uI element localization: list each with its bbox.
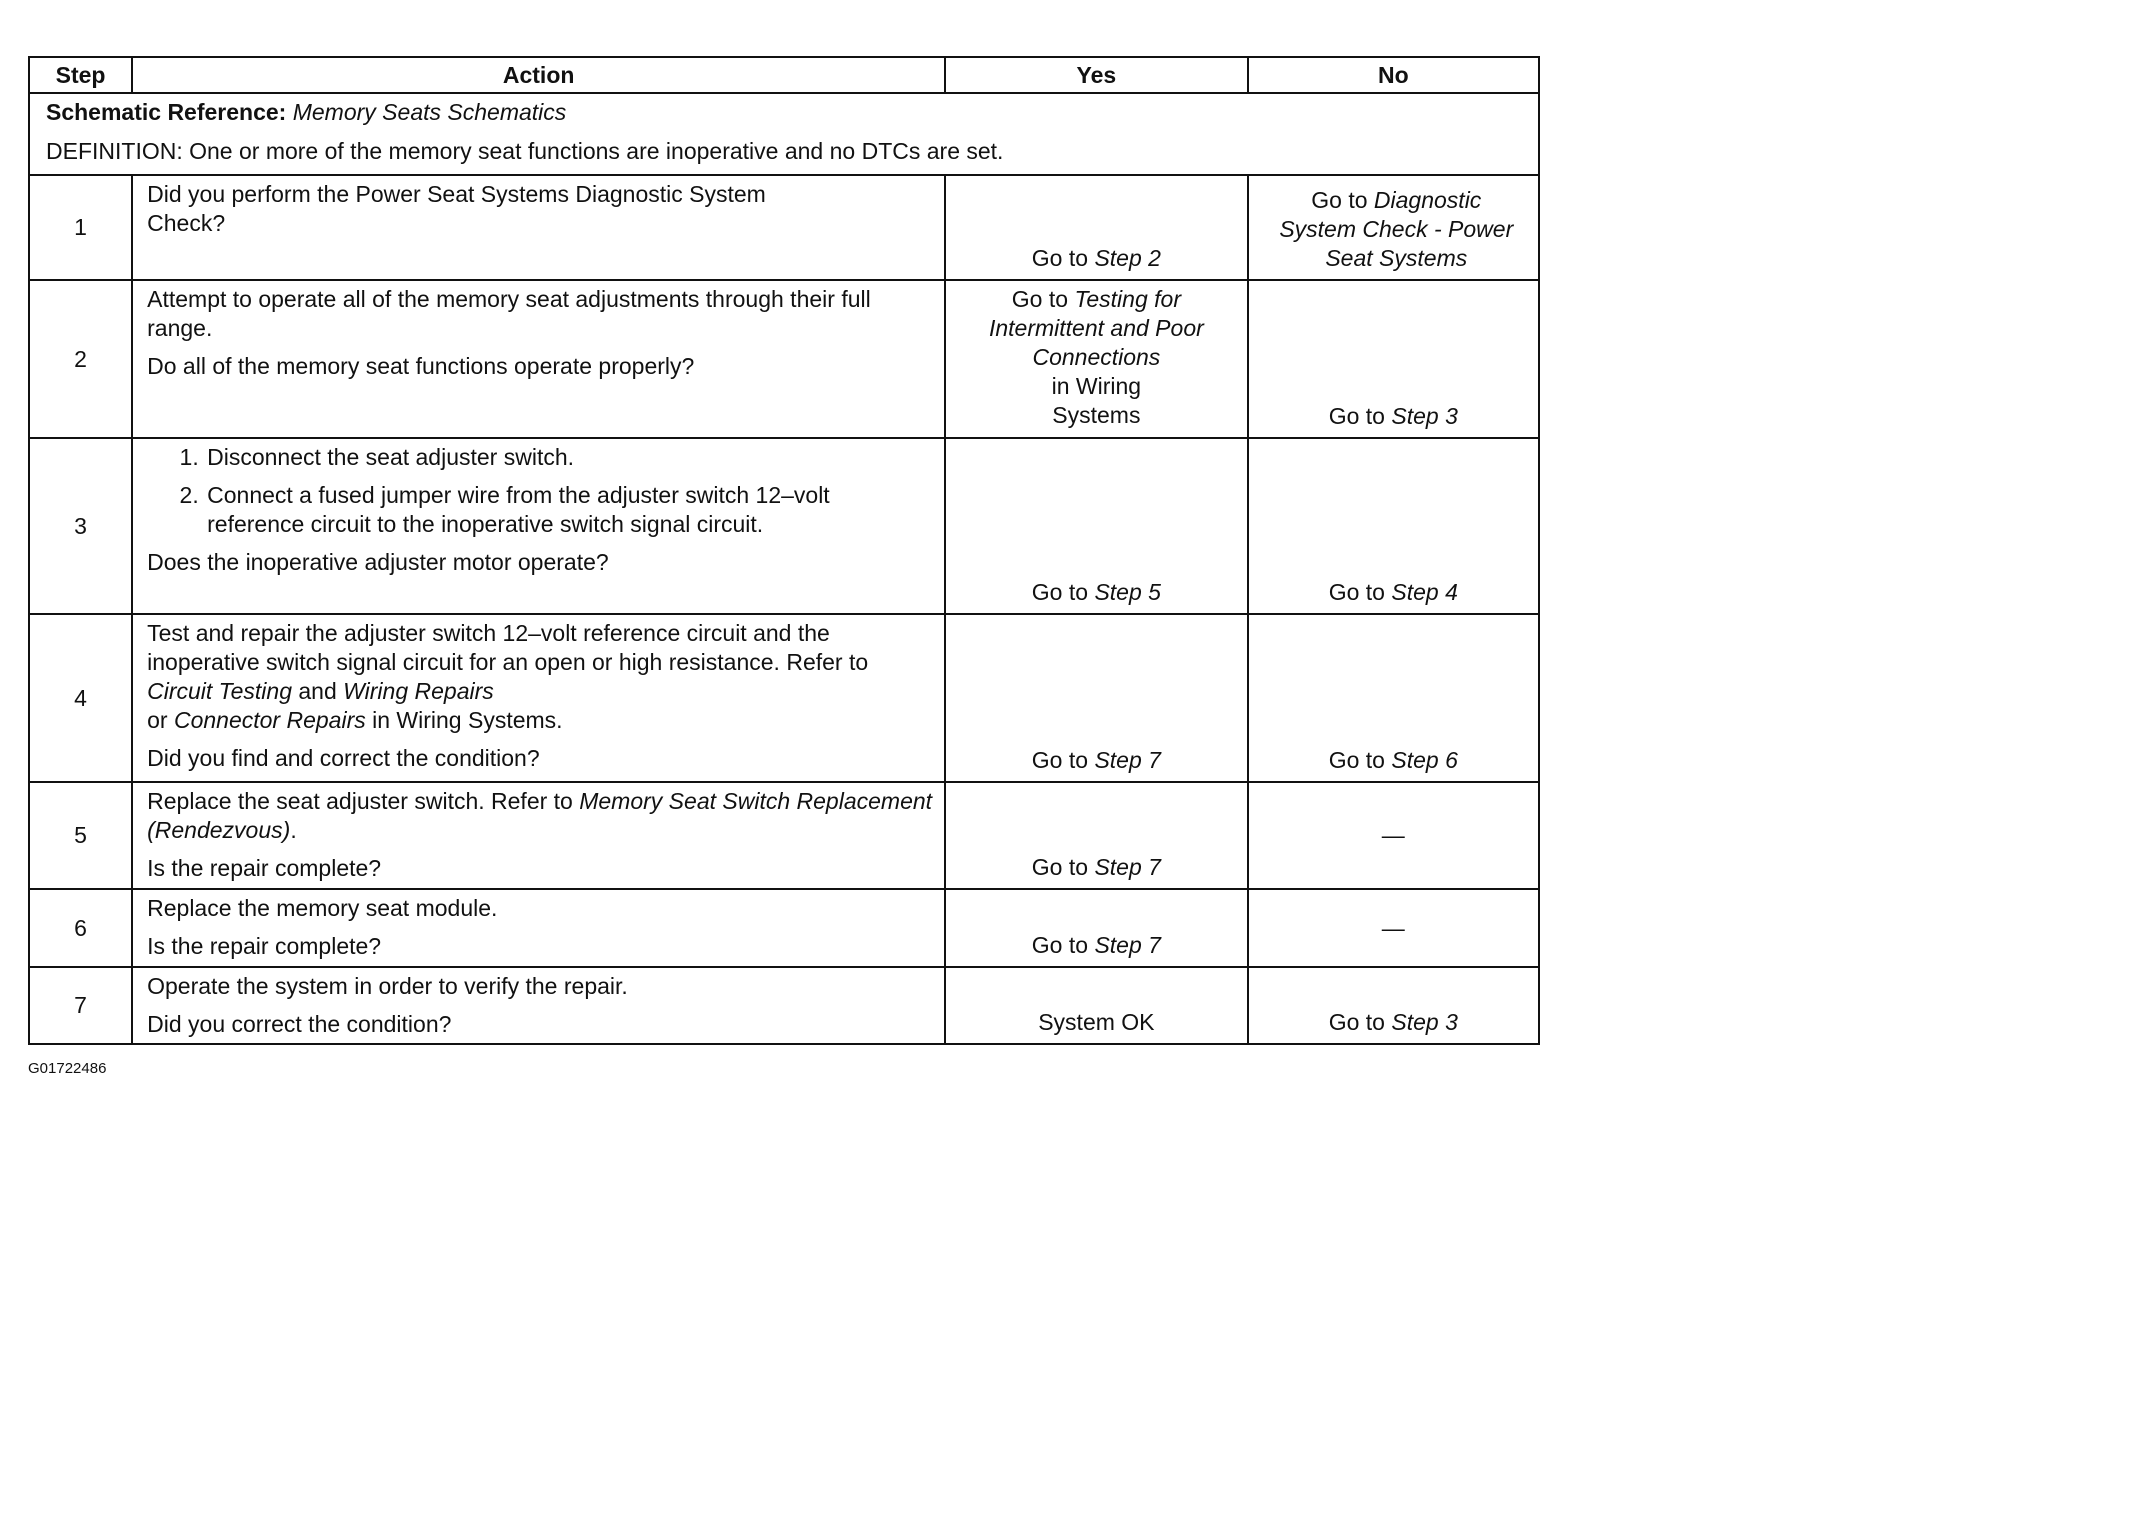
action-text-part: in Wiring Systems.	[365, 707, 563, 733]
no-dash: —	[1381, 822, 1405, 848]
diagnostic-table	[28, 56, 1540, 1045]
reference-cell	[29, 93, 1539, 175]
action-question: Does the inoperative adjuster motor operate?	[147, 549, 609, 575]
action-text-part: and	[292, 678, 344, 704]
table-row	[29, 889, 1539, 967]
definition-text: DEFINITION: One or more of the memory seat functions are inoperative and no DTCs are set.	[46, 138, 1004, 164]
yes-cell	[945, 889, 1247, 967]
schematic-reference-label: Schematic Reference:	[46, 99, 287, 125]
no-cell	[1248, 438, 1539, 614]
yes-link[interactable]: Step 5	[1094, 579, 1161, 605]
action-text	[147, 787, 934, 845]
yes-link[interactable]: Testing for Intermittent and Poor Connections	[988, 286, 1204, 370]
yes-link[interactable]: Step 7	[1094, 932, 1161, 958]
table-row	[29, 614, 1539, 782]
action-text-part: or	[147, 707, 174, 733]
header-step: Step	[29, 57, 132, 93]
step-number: 6	[29, 889, 132, 967]
no-prefix: Go to	[1328, 579, 1392, 605]
no-link[interactable]: Step 4	[1391, 579, 1458, 605]
action-text: Attempt to operate all of the memory seat adjustments through their full range.	[147, 286, 871, 341]
yes-cell	[945, 280, 1247, 438]
yes-cell	[945, 175, 1247, 280]
no-cell	[1248, 967, 1539, 1044]
header-row	[29, 57, 1539, 93]
yes-cell	[945, 438, 1247, 614]
no-cell	[1248, 175, 1539, 280]
action-cell	[132, 175, 945, 280]
table-row	[29, 438, 1539, 614]
action-question: Did you correct the condition?	[147, 1011, 452, 1037]
yes-cell	[945, 614, 1247, 782]
action-cell	[132, 280, 945, 438]
action-question: Is the repair complete?	[147, 933, 382, 959]
action-cell	[132, 782, 945, 889]
action-cell	[132, 889, 945, 967]
connector-repairs-link[interactable]: Connector Repairs	[173, 707, 366, 733]
schematic-reference	[46, 98, 1528, 127]
no-link[interactable]: Step 6	[1391, 747, 1458, 773]
no-dash: —	[1381, 914, 1405, 941]
yes-prefix: Go to	[1031, 245, 1095, 271]
step-number: 4	[29, 614, 132, 782]
circuit-testing-link[interactable]: Circuit Testing	[147, 678, 292, 704]
action-cell	[132, 614, 945, 782]
action-text: Replace the memory seat module.	[147, 895, 498, 921]
figure-id: G01722486	[28, 1060, 107, 1077]
yes-suffix: in Wiring Systems	[1051, 373, 1142, 428]
action-text-part: Replace the seat adjuster switch. Refer to	[147, 788, 580, 814]
no-link[interactable]: Step 3	[1391, 403, 1458, 429]
no-link[interactable]: Diagnostic System Check - Power Seat Systems	[1279, 187, 1514, 271]
no-prefix: Go to	[1311, 187, 1374, 213]
header-action: Action	[132, 57, 945, 93]
yes-prefix: Go to	[1031, 854, 1095, 880]
wiring-repairs-link[interactable]: Wiring Repairs	[343, 678, 494, 704]
schematic-reference-link[interactable]: Memory Seats Schematics	[292, 99, 567, 125]
step-number: 3	[29, 438, 132, 614]
step-number: 7	[29, 967, 132, 1044]
table-row	[29, 175, 1539, 280]
reference-row	[29, 93, 1539, 175]
action-text: Did you perform the Power Seat Systems Diagnostic System Check?	[147, 181, 766, 236]
action-question: Do all of the memory seat functions operate properly?	[147, 353, 695, 379]
yes-cell	[945, 967, 1247, 1044]
list-item: 2. Connect a fused jumper wire from the adjuster switch 12–volt reference circuit to the inoperative switch signal circuit.	[205, 481, 934, 539]
action-question: Is the repair complete?	[147, 855, 382, 881]
step-number: 1	[29, 175, 132, 280]
step-number: 2	[29, 280, 132, 438]
no-cell	[1248, 782, 1539, 889]
no-prefix: Go to	[1328, 747, 1392, 773]
header-yes: Yes	[945, 57, 1247, 93]
yes-prefix: Go to	[1011, 286, 1075, 312]
action-text-part: .	[290, 817, 297, 843]
yes-prefix: Go to	[1031, 747, 1095, 773]
yes-link[interactable]: Step 7	[1094, 747, 1161, 773]
action-text: Operate the system in order to verify the repair.	[147, 973, 628, 999]
list-item: 1. Disconnect the seat adjuster switch.	[205, 443, 934, 472]
yes-link[interactable]: Step 2	[1094, 245, 1161, 271]
table-row	[29, 280, 1539, 438]
action-cell	[132, 967, 945, 1044]
header-no: No	[1248, 57, 1539, 93]
action-cell	[132, 438, 945, 614]
yes-link[interactable]: Step 7	[1094, 854, 1161, 880]
table-row	[29, 782, 1539, 889]
action-steps-list	[147, 443, 934, 539]
yes-prefix: Go to	[1031, 579, 1095, 605]
yes-prefix: Go to	[1031, 932, 1095, 958]
no-prefix: Go to	[1328, 1009, 1392, 1035]
no-cell	[1248, 889, 1539, 967]
step-number: 5	[29, 782, 132, 889]
action-text	[147, 619, 934, 735]
no-link[interactable]: Step 3	[1391, 1009, 1458, 1035]
yes-value: System OK	[1038, 1009, 1155, 1035]
no-cell	[1248, 280, 1539, 438]
action-question: Did you find and correct the condition?	[147, 745, 540, 771]
table-row	[29, 967, 1539, 1044]
no-cell	[1248, 614, 1539, 782]
action-text-part: Test and repair the adjuster switch 12–volt reference circuit and the inoperative switch signal circuit for an open or high resistance. Refer to	[147, 620, 869, 675]
yes-cell	[945, 782, 1247, 889]
memory-seat-switch-replacement-link[interactable]: Memory Seat Switch Replacement (Rendezvous)	[147, 788, 933, 843]
no-prefix: Go to	[1328, 403, 1392, 429]
